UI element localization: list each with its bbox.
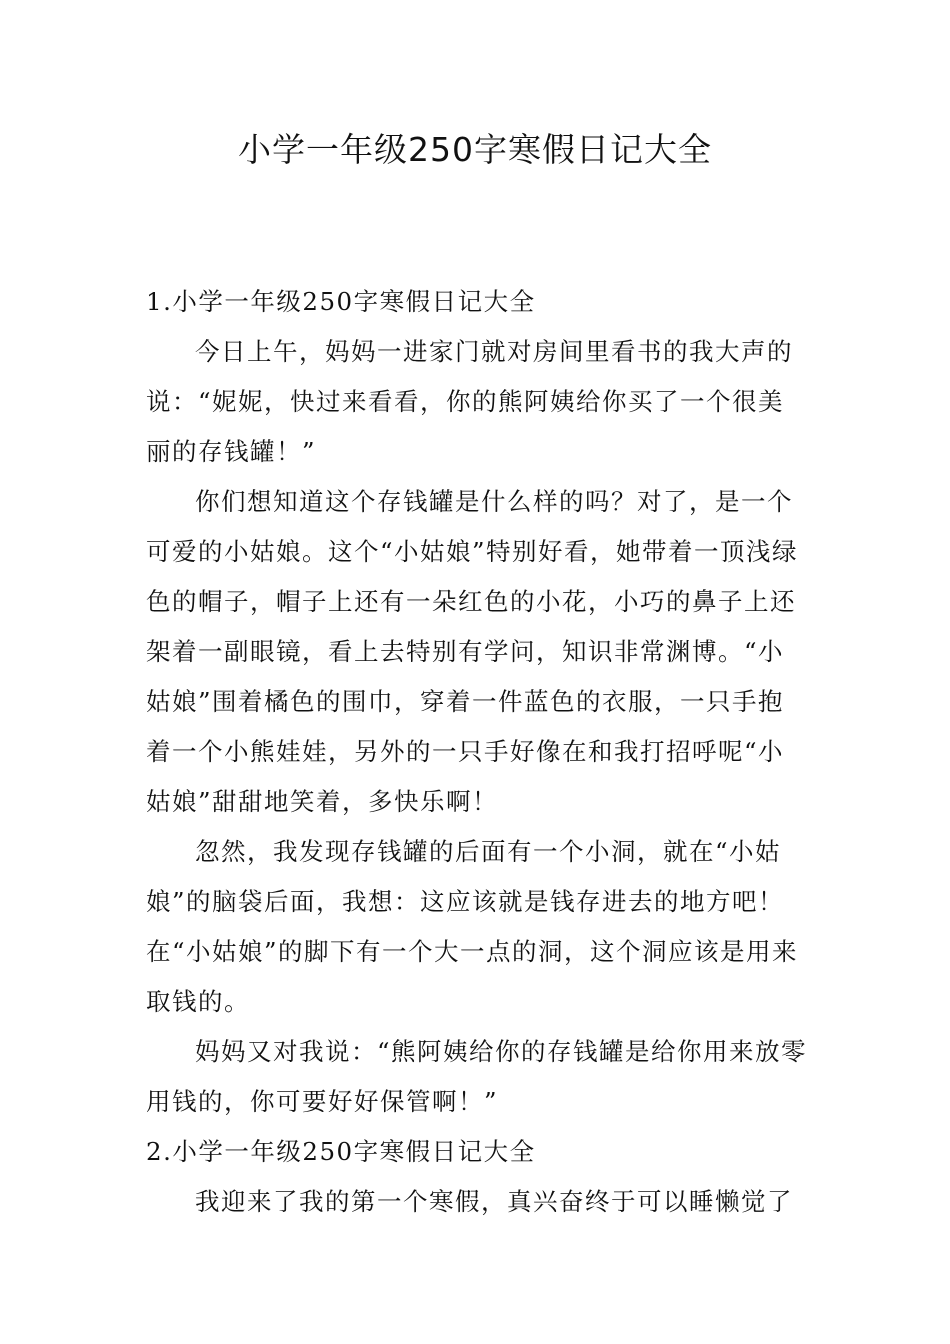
section-1-paragraph-1: 今日上午，妈妈一进家门就对房间里看书的我大声的说：“妮妮，快过来看看，你的熊阿姨给你买了一个很美丽的存钱罐！” (146, 337, 793, 466)
section-1-paragraph-2: 你们想知道这个存钱罐是什么样的吗？对了，是一个可爱的小姑娘。这个“小姑娘”特别好看，她带着一顶浅绿色的帽子，帽子上还有一朵红色的小花，小巧的鼻子上还架着一副眼镜，看上去特别有学问，知识非常渊博。“小姑娘”围着橘色的围巾，穿着一件蓝色的衣服，一只手抱着一个小熊娃娃，另外的一只手好像在和我打招呼呢“小姑娘”甜甜地笑着，多快乐啊！ (146, 487, 799, 816)
section-1-paragraph-3: 忽然，我发现存钱罐的后面有一个小洞，就在“小姑娘”的脑袋后面，我想：这应该就是钱存进去的地方吧！在“小姑娘”的脚下有一个大一点的洞，这个洞应该是用来取钱的。 (146, 837, 799, 1016)
document-body (146, 277, 808, 1227)
section-2-heading: 2.小学一年级250字寒假日记大全 (146, 1137, 536, 1166)
section-1-paragraph-4: 妈妈又对我说：“熊阿姨给你的存钱罐是给你用来放零用钱的，你可要好好保管啊！” (146, 1037, 808, 1116)
section-1-heading: 1.小学一年级250字寒假日记大全 (146, 287, 536, 316)
document-title: 小学一年级250字寒假日记大全 (238, 130, 712, 169)
section-2-paragraph-1: 我迎来了我的第一个寒假，真兴奋终于可以睡懒觉了 (195, 1187, 793, 1216)
